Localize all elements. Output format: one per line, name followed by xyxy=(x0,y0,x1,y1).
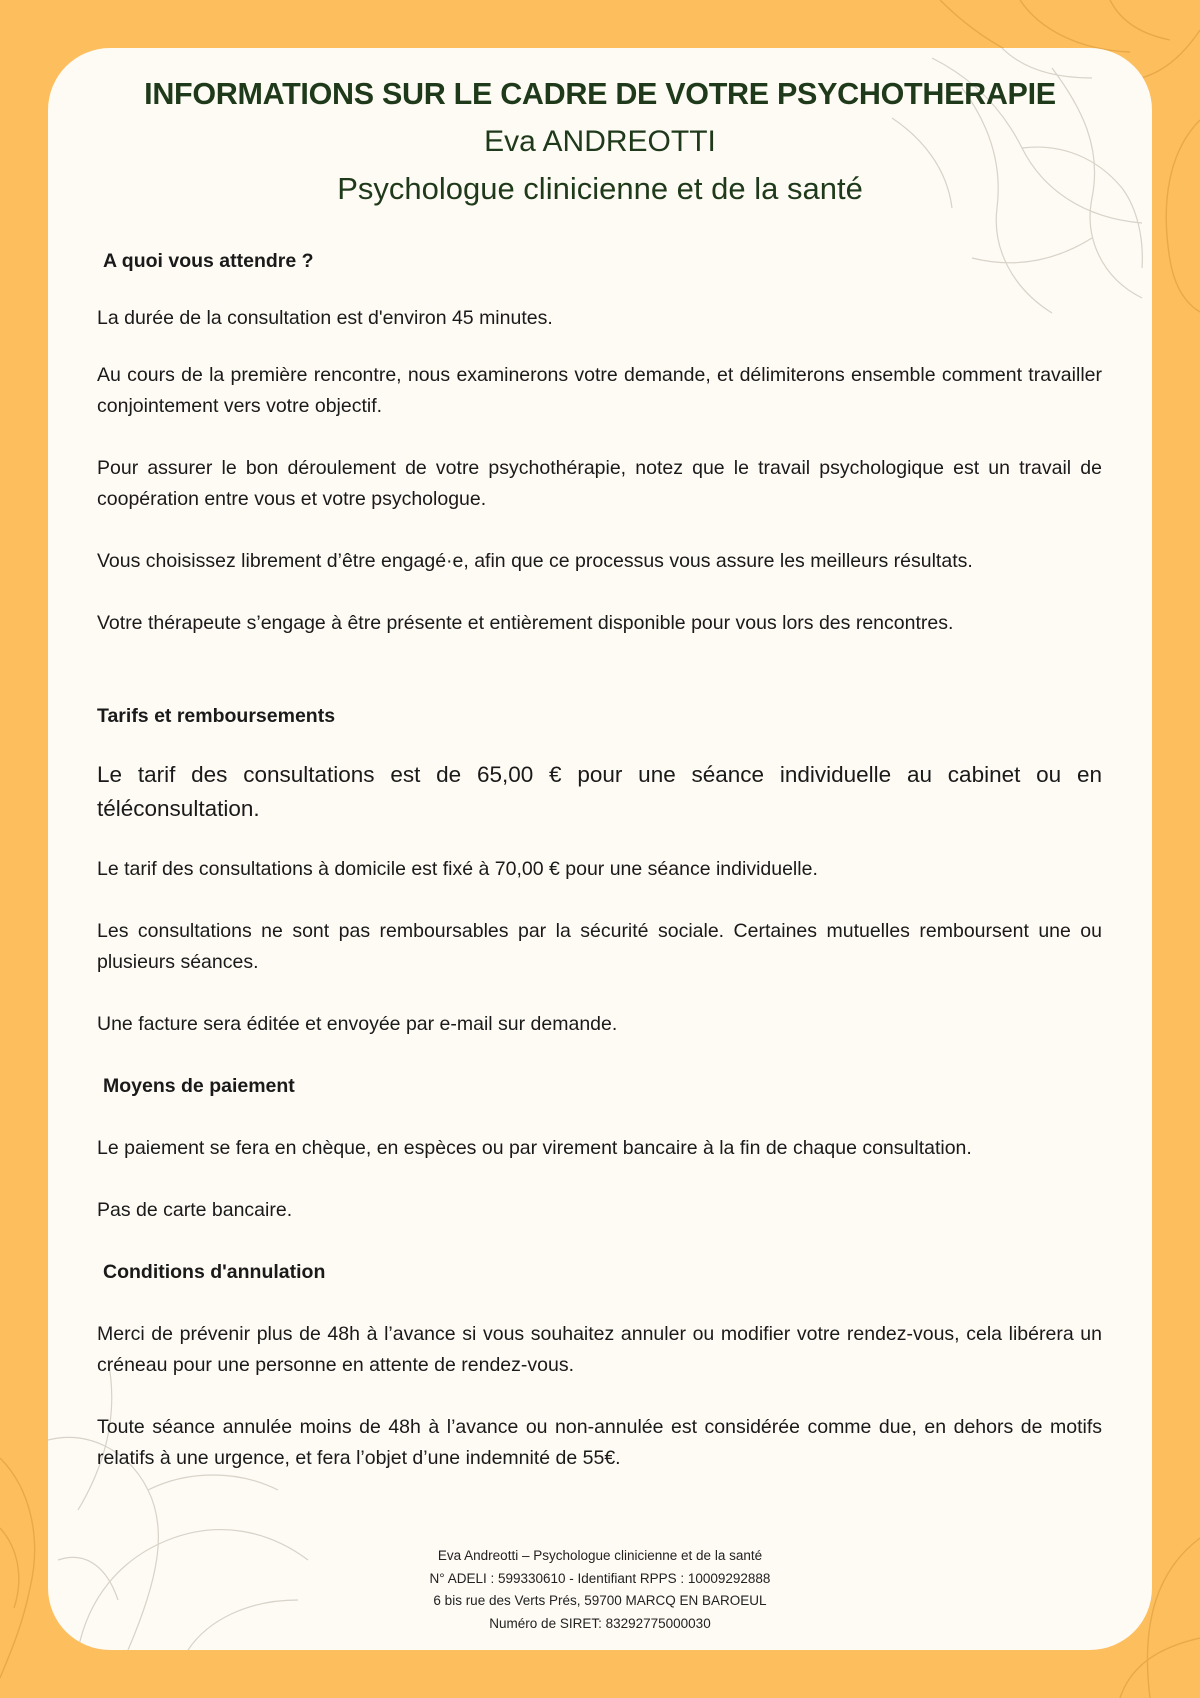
paragraph: Votre thérapeute s’engage à être présente et entièrement disponible pour vous lors des rencontres. xyxy=(97,612,954,634)
paragraph: Merci de prévenir plus de 48h à l’avance si vous souhaitez annuler ou modifier votre rendez-vous, cela libérera un créneau pour une personne en attente de rendez-vous. xyxy=(97,1323,1102,1376)
footer-line: 6 bis rue des Verts Prés, 59700 MARCQ EN BAROEUL xyxy=(433,1593,767,1608)
footer-line: N° ADELI : 599330610 - Identifiant RPPS : 10009292888 xyxy=(429,1570,771,1586)
section-heading-annulation: Conditions d'annulation xyxy=(103,1261,326,1283)
paragraph: Une facture sera éditée et envoyée par e-mail sur demande. xyxy=(97,1013,618,1035)
paragraph: Pour assurer le bon déroulement de votre psychothérapie, notez que le travail psychologique est un travail de coopération entre vous et votre psychologue. xyxy=(97,457,1102,510)
paragraph: Le paiement se fera en chèque, en espèces ou par virement bancaire à la fin de chaque consultation. xyxy=(97,1137,972,1159)
section-heading-attendre: A quoi vous attendre ? xyxy=(103,250,314,272)
section-heading-paiement: Moyens de paiement xyxy=(103,1075,295,1097)
paragraph: Pas de carte bancaire. xyxy=(97,1199,293,1221)
paragraph: Le tarif des consultations à domicile est fixé à 70,00 € pour une séance individuelle. xyxy=(97,858,818,880)
paragraph: Le tarif des consultations est de 65,00 € pour une séance individuelle au cabinet ou en téléconsultation. xyxy=(97,762,1102,821)
psychologist-title: Psychologue clinicienne et de la santé xyxy=(337,171,863,206)
footer-line: Eva Andreotti – Psychologue clinicienne et de la santé xyxy=(437,1548,763,1563)
document-header xyxy=(48,74,1152,212)
document-body xyxy=(97,246,1102,1474)
paragraph: Vous choisissez librement d’être engagé·e, afin que ce processus vous assure les meilleurs résultats. xyxy=(97,550,973,572)
psychologist-name: Eva ANDREOTTI xyxy=(484,125,716,158)
paragraph: Au cours de la première rencontre, nous examinerons votre demande, et délimiterons ensemble comment travailler conjointement vers votre objectif. xyxy=(97,364,1102,417)
document-card xyxy=(48,48,1152,1650)
paragraph: Les consultations ne sont pas remboursables par la sécurité sociale. Certaines mutuelles remboursent une ou plusieurs séances. xyxy=(97,920,1102,973)
section-heading-tarifs: Tarifs et remboursements xyxy=(97,705,336,727)
document-title: INFORMATIONS SUR LE CADRE DE VOTRE PSYCHOTHERAPIE xyxy=(144,77,1056,111)
document-footer xyxy=(48,1545,1152,1635)
paragraph: Toute séance annulée moins de 48h à l’avance ou non-annulée est considérée comme due, en dehors de motifs relatifs à une urgence, et fera l’objet d’une indemnité de 55€. xyxy=(97,1416,1102,1469)
footer-line: Numéro de SIRET: 83292775000030 xyxy=(489,1615,711,1631)
paragraph: La durée de la consultation est d'environ 45 minutes. xyxy=(97,307,553,329)
